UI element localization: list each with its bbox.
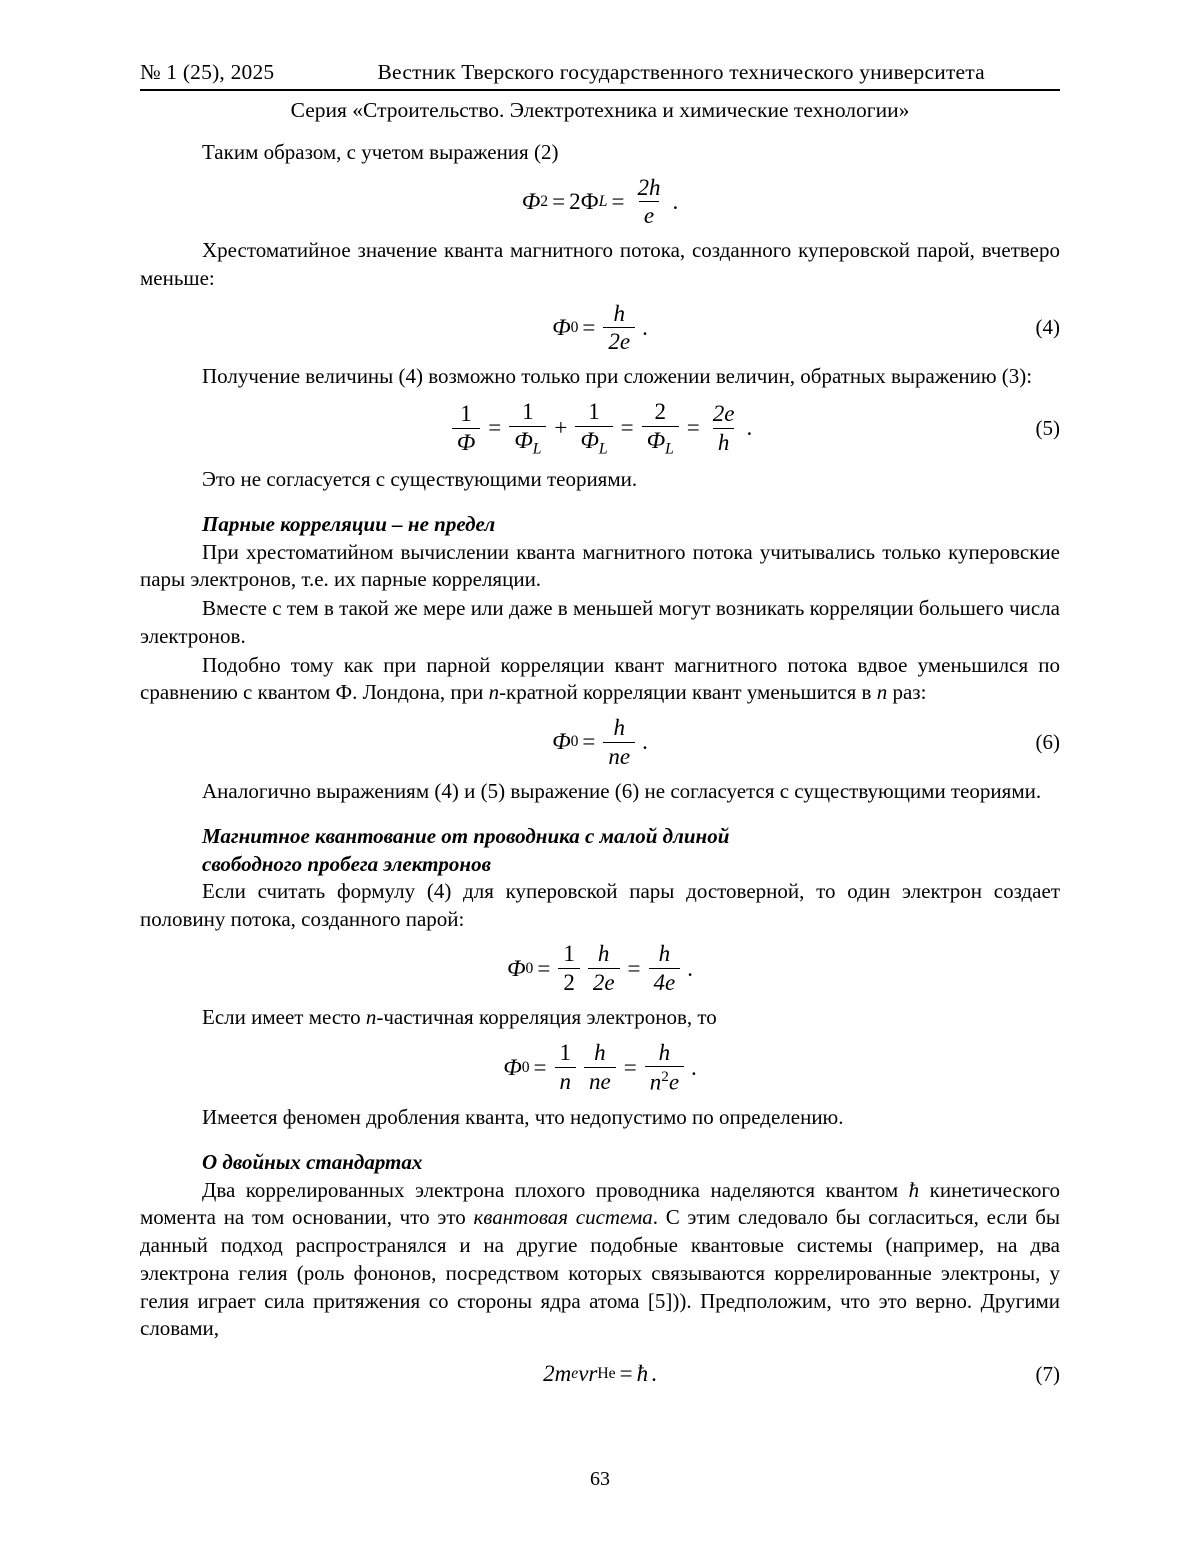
fraction-numerator: h (594, 1040, 606, 1066)
fraction-numerator: 1 (588, 398, 600, 424)
equation-number: (5) (1035, 415, 1060, 440)
fraction-numerator: 2e (712, 401, 735, 427)
formula-5 (140, 399, 1060, 458)
formula-period: . (687, 955, 693, 981)
formula-subscript: He (597, 1365, 616, 1383)
formula-period: . (672, 188, 679, 214)
equation-number: (4) (1035, 315, 1060, 340)
formula-half (140, 941, 1060, 996)
formula-period: . (642, 729, 648, 755)
formula-period: . (691, 1054, 697, 1080)
fraction-numerator: 1 (559, 1040, 572, 1066)
formula-6 (140, 715, 1060, 770)
subheading-pair-correlations: Парные корреляции – не предел (202, 512, 496, 537)
fraction-denominator: 4e (649, 968, 681, 996)
formula-subscript: 0 (525, 959, 534, 977)
formula-equals: = (620, 415, 634, 441)
formula-term: 2Ф (569, 188, 599, 214)
formula-period: . (746, 415, 753, 441)
fraction (575, 399, 612, 458)
formula-term: 2m (543, 1361, 572, 1387)
formula-equals: = (623, 1054, 637, 1080)
fraction-numerator: h (613, 300, 626, 326)
formula-equals: = (686, 415, 700, 441)
subheading-magnetic-quantization-line2: свободного пробега электронов (202, 851, 491, 876)
subheading-magnetic-quantization-line1: Магнитное квантование от проводника с малой длиной (202, 824, 730, 849)
formula-period: . (651, 1361, 657, 1387)
equation-number: (6) (1035, 729, 1060, 754)
paragraph-9: Если считать формулу (4) для куперовской пары достоверной, то один электрон создает половину потока, созданного парой: (140, 878, 1060, 931)
formula-4 (140, 301, 1060, 356)
formula-subscript: 0 (570, 733, 579, 751)
formula-symbol: Ф (552, 729, 571, 755)
fraction-numerator: 1 (522, 398, 534, 424)
formula-symbol: Ф (521, 188, 541, 214)
subheading-double-standards: О двойных стандартах (202, 1150, 423, 1175)
formula-subscript: 2 (540, 192, 549, 210)
formula-symbol: Ф (552, 314, 571, 340)
formula-equals: = (552, 188, 566, 214)
formula-subscript: L (598, 192, 608, 210)
header-rule (140, 89, 1060, 91)
formula-equals: = (619, 1361, 633, 1387)
fraction-numerator: 2h (637, 174, 661, 200)
fraction (555, 1040, 577, 1095)
formula-subscript: 0 (521, 1058, 530, 1076)
fraction-numerator: 1 (460, 401, 472, 427)
paragraph-1: Таким образом, с учетом выражения (2) (202, 140, 559, 164)
fraction-denominator: $Ф_L$ (642, 426, 679, 458)
page-number: 63 (590, 1468, 610, 1490)
fraction (632, 175, 665, 230)
fraction-denominator: h (713, 428, 735, 456)
formula-equals: = (582, 729, 596, 755)
issue-number: № 1 (25), 2025 (140, 60, 275, 84)
fraction (452, 401, 481, 456)
equation-number: (7) (1035, 1361, 1060, 1386)
journal-title: Вестник Тверского государственного технического университета (377, 60, 985, 84)
paragraph-2: Хрестоматийное значение кванта магнитного потока, созданного куперовской парой, вчетверо меньше: (140, 238, 1060, 290)
paragraph-3: Получение величины (4) возможно только при сложении величин, обратных выражению (3): (202, 364, 1033, 389)
formula-period: . (642, 314, 648, 340)
formula-term: ħ (636, 1361, 649, 1387)
formula-subscript: 0 (570, 318, 579, 336)
fraction-numerator: h (658, 941, 671, 967)
formula-phi2 (140, 175, 1060, 230)
formula-equals: = (627, 955, 641, 981)
fraction-denominator: 2 (558, 968, 580, 996)
fraction-denominator: $Ф_L$ (509, 426, 546, 458)
paragraph-10: Если имеет место n-частичная корреляция электронов, то (202, 1004, 717, 1029)
formula-equals: = (533, 1054, 547, 1080)
fraction (645, 1040, 684, 1096)
paragraph-4: Это не согласуется с существующими теориями. (202, 466, 638, 491)
fraction-numerator: 1 (563, 941, 575, 967)
fraction-denominator: $Ф_L$ (575, 426, 612, 458)
fraction-denominator: Ф (452, 428, 481, 456)
paragraph-11: Имеется феномен дробления кванта, что недопустимо по определению. (202, 1104, 844, 1129)
formula-equals: = (611, 188, 625, 214)
fraction (708, 401, 740, 456)
fraction (642, 399, 679, 458)
formula-equals: = (488, 415, 502, 441)
fraction (584, 1040, 616, 1095)
fraction-denominator: n (555, 1067, 577, 1095)
fraction-denominator: e (639, 201, 659, 229)
formula-symbol: Ф (503, 1054, 522, 1080)
paragraph-7: Подобно тому как при парной корреляции квант магнитного потока вдвое уменьшился по сравнению с квантом Ф. Лондона, при n-кратной корреляции квант уменьшится в n раз: (140, 652, 1060, 705)
paragraph-8: Аналогично выражениям (4) и (5) выражение (6) не согласуется с существующими теориями. (202, 778, 1042, 803)
fraction (603, 715, 635, 770)
paragraph-5: При хрестоматийном вычислении кванта магнитного потока учитывались только куперовские пары электронов, т.е. их парные корреляции. (140, 539, 1060, 592)
formula-plus: + (554, 415, 568, 441)
fraction (509, 399, 546, 458)
formula-7 (140, 1351, 1060, 1397)
fraction-denominator: ne (603, 742, 635, 770)
fraction-numerator: 2 (654, 398, 666, 424)
fraction (588, 941, 620, 996)
formula-subscript: e (571, 1365, 579, 1383)
fraction-denominator: ne (584, 1067, 616, 1095)
fraction-numerator: h (613, 715, 626, 741)
paragraph-6: Вместе с тем в такой же мере или даже в меньшей могут возникать корреляции большего числа электронов. (140, 596, 1060, 648)
formula-term: vr (578, 1361, 598, 1387)
formula-equals: = (537, 955, 551, 981)
formula-symbol: Ф (507, 955, 526, 981)
fraction-denominator: 2e (588, 968, 620, 996)
formula-n-particle (140, 1040, 1060, 1096)
fraction (649, 941, 681, 996)
fraction-denominator: $n^2e$ (645, 1066, 684, 1095)
fraction (603, 301, 635, 356)
fraction (558, 941, 580, 996)
fraction-numerator: h (658, 1039, 671, 1065)
paragraph-12: Два коррелированных электрона плохого проводника наделяются квантом ħ кинетического момента на том основании, что это квантовая система. С этим следовало бы согласиться, если бы данный подход распространялся и на другие подобные квантовые системы (например, на два электрона гелия (роль фононов, посредством которых связываются коррелированные электроны, у гелия играет сила притяжения со стороны ядра атома [5])). Предположим, что это верно. Другими словами, (140, 1177, 1060, 1341)
fraction-numerator: h (597, 941, 610, 967)
running-head (140, 60, 1060, 85)
fraction-denominator: 2e (603, 327, 635, 355)
formula-equals: = (582, 314, 596, 340)
journal-series: Серия «Строительство. Электротехника и химические технологии» (290, 98, 910, 122)
